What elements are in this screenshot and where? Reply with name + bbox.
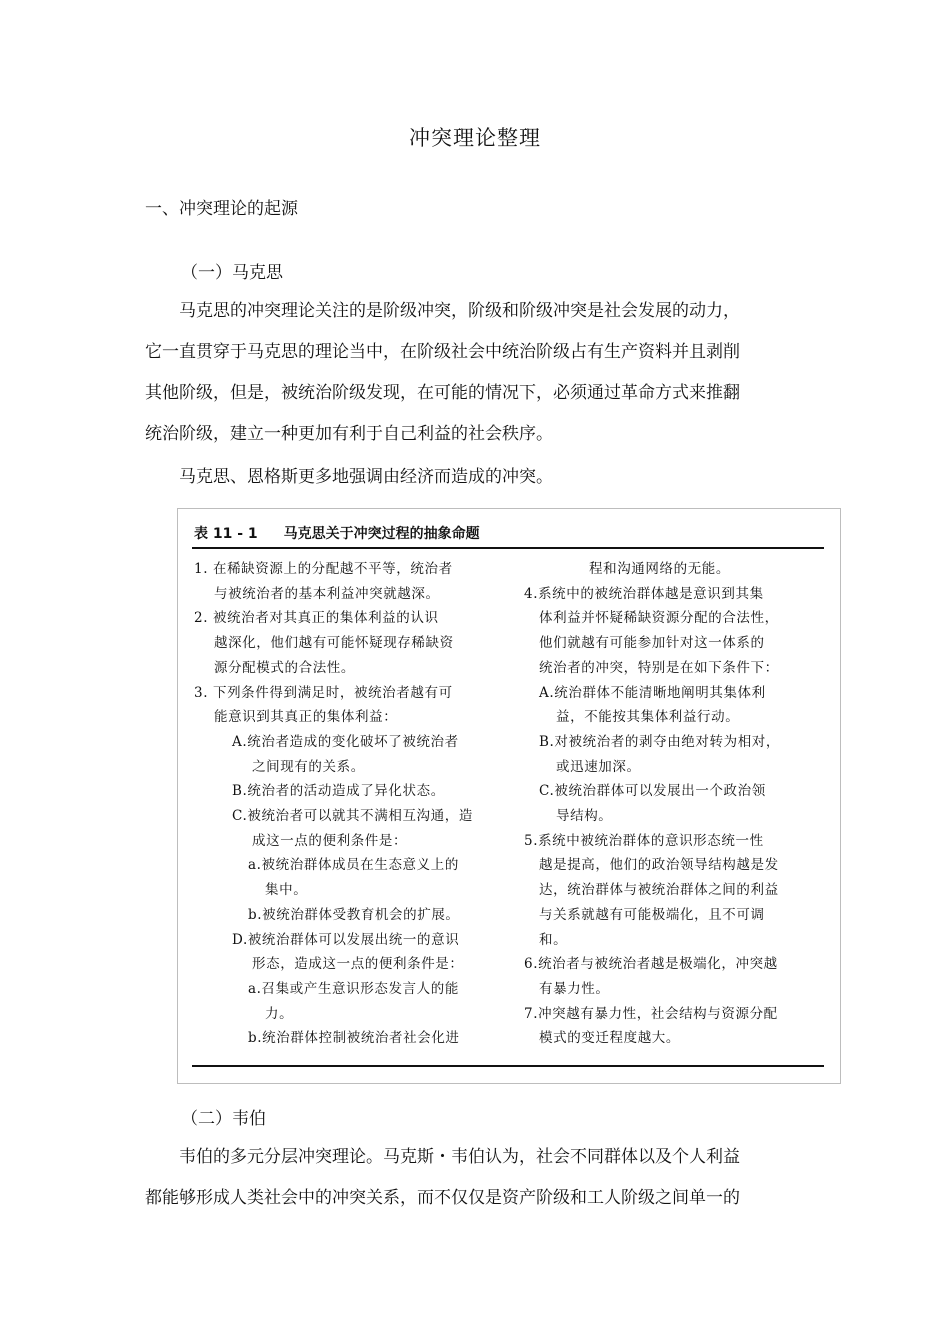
condition-4c: C.被统治群体可以发展出一个政治领 导结构。 [539,783,766,825]
condition-3d: D.被统治群体可以发展出统一的意识 形态，造成这一点的便利条件是： [232,931,464,973]
proposition-2: 2. 被统治者对其真正的集体利益的认识 越深化，他们越有可能怀疑现存稀缺资 源分配模式的合法性。 [194,610,454,676]
table-caption [194,523,480,543]
condition-3b: B.统治者的活动造成了异化状态。 [232,783,445,800]
subsection-heading-weber: （二）韦伯 [181,1109,266,1129]
text-line: 其他阶级，但是，被统治阶级发现，在可能的情况下，必须通过革命方式来推翻 [145,383,740,403]
proposition-6: 6.统治者与被统治者越是极端化，冲突越 有暴力性。 [524,956,778,997]
text-line: 统治阶级，建立一种更加有利于自己利益的社会秩序。 [145,424,553,444]
condition-3d-a: a.召集或产生意识形态发言人的能 力。 [248,980,459,1022]
table-number: 表 11 - 1 [194,526,258,542]
section-heading-origin: 一、冲突理论的起源 [145,199,298,219]
text-line: 韦伯的多元分层冲突理论。马克斯・韦伯认为，社会不同群体以及个人利益 [179,1147,740,1167]
text-line: 它一直贯穿于马克思的理论当中，在阶级社会中统治阶级占有生产资料并且剥削 [145,342,740,362]
table-caption-text: 马克思关于冲突过程的抽象命题 [283,526,480,542]
condition-4b: B.对被统治者的剥夺由绝对转为相对， 或迅速加深。 [539,733,781,775]
paragraph-marx-engels [145,457,815,498]
paragraph-weber [145,1137,815,1219]
condition-4a: A.统治群体不能清晰地阐明其集体利 益，不能按其集体利益行动。 [539,684,766,726]
condition-3d-b-continued: 程和沟通网络的无能。 [589,561,730,577]
text-line: 都能够形成人类社会中的冲突关系，而不仅仅是资产阶级和工人阶级之间单一的 [145,1188,740,1208]
paragraph-marx [145,291,815,455]
condition-3c: C.被统治者可以就其不满相互沟通，造 成这一点的便利条件是： [232,808,473,849]
table-bottom-rule [192,1065,824,1067]
subsection-heading-marx: （一）马克思 [181,263,283,283]
proposition-7: 7.冲突越有暴力性，社会结构与资源分配 模式的变迁程度越大。 [524,1005,778,1047]
proposition-1: 1. 在稀缺资源上的分配越不平等，统治者 与被统治者的基本利益冲突就越深。 [194,561,453,602]
proposition-3: 3. 下列条件得到满足时，被统治者越有可 能意识到其真正的集体利益： [194,684,453,726]
text-line: 马克思的冲突理论关注的是阶级冲突，阶级和阶级冲突是社会发展的动力， [179,301,740,321]
condition-3c-b: b.被统治群体受教育机会的扩展。 [248,906,460,923]
proposition-4: 4.系统中的被统治群体越是意识到其集 体利益并怀疑稀缺资源分配的合法性， 他们就越有可能参加针对这一体系的 统治者的冲突，特别是在如下条件下： [524,585,779,676]
text-line: 马克思、恩格斯更多地强调由经济而造成的冲突。 [179,467,553,487]
proposition-5: 5.系统中被统治群体的意识形态统一性 越是提高，他们的政治领导结构越是发 达，统治群体与被统治群体之间的利益 与关系就越有可能极端化，且不可调 和。 [524,832,779,948]
table-figure [177,508,841,1084]
page-title: 冲突理论整理 [409,126,541,150]
table-left-column [194,557,510,1051]
table-top-rule [192,547,824,549]
condition-3d-b: b.统治群体控制被统治者社会化进 [248,1030,460,1047]
condition-3c-a: a.被统治群体成员在生态意义上的 集中。 [248,857,459,899]
condition-3a: A.统治者造成的变化破坏了被统治者 之间现有的关系。 [232,733,459,775]
table-right-column [524,557,832,1051]
